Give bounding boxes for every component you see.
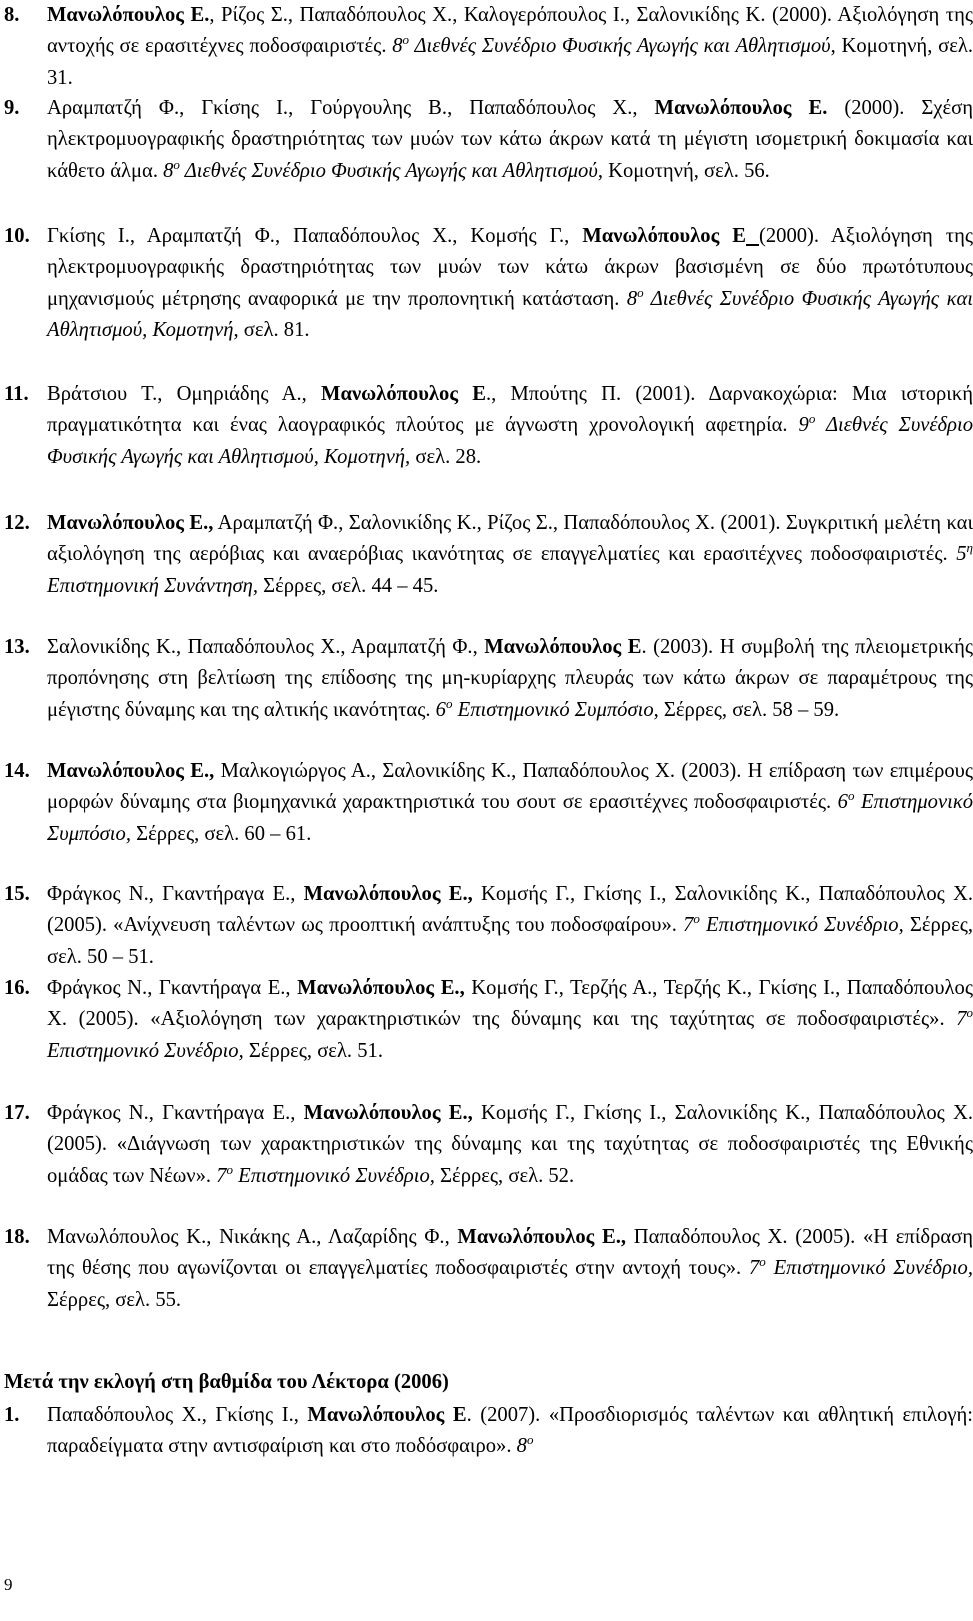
- reference-text: ., Μπούτης Π. (2001). Δαρνακοχώρια: Μια ιστορική πραγματικότητα και ένας λαογραφικός πλούτος με άγνωστη χρονολογική αφετηρία.: [47, 383, 973, 437]
- venue-text: 6: [435, 698, 446, 721]
- venue-text: ο: [226, 1161, 233, 1177]
- venue-text: Επιστημονικό Συνέδριο,: [699, 914, 904, 937]
- venue-text: 7: [216, 1164, 227, 1187]
- reference-16: [4, 973, 973, 1067]
- venue-text: 8: [626, 287, 638, 310]
- reference-8: [4, 0, 973, 94]
- author-highlight: Μανωλόπουλος Ε: [321, 383, 486, 405]
- reference-text: Κομσής Γ., Γκίσης Ι., Σαλονικίδης Κ., Παπαδόπουλος Χ. (2005). «Διάγνωση των χαρακτηριστικών της δύναμης και της ταχύτητας σε ποδοσφαιριστές της Εθνικής ομάδας των Νέων».: [47, 1102, 973, 1187]
- reference-17: [4, 1098, 973, 1192]
- venue-text: 7: [748, 1257, 760, 1280]
- venue-text: 7: [956, 1008, 967, 1031]
- venue-text: Επιστημονική Συνάντηση,: [47, 574, 258, 597]
- reference-text: , Σέρρες, σελ. 58 – 59.: [653, 698, 840, 721]
- venue-text: Επιστημονικό Συνέδριο,: [47, 1039, 244, 1062]
- section-heading: Μετά την εκλογή στη βαθμίδα του Λέκτορα (2006): [4, 1371, 449, 1393]
- venue-text: 8: [392, 35, 403, 58]
- reference-text: . (2007). «Προσδιορισμός ταλέντων και αθλητική επιλογή: παραδείγματα στην αντισφαίριση και στο ποδόσφαιρο».: [47, 1404, 973, 1458]
- venue-text: 5: [956, 543, 967, 566]
- reference-number: 16.: [4, 977, 30, 999]
- author-highlight: Μανωλόπουλος Ε.,: [47, 760, 215, 782]
- venue-text: Επιστημονικό Συνέδριο,: [765, 1257, 973, 1280]
- venue-text: 9: [798, 414, 809, 437]
- author-highlight: Μανωλόπουλος Ε.: [654, 97, 828, 119]
- reference-text: Κομσής Γ., Τερζής Α., Τερζής Κ., Γκίσης Ι., Παπαδόπουλος Χ. (2005). «Αξιολόγηση των χαρακτηριστικών της δύναμης και της ταχύτητας σε ποδοσφαιριστές».: [47, 977, 973, 1031]
- venue-text: Επιστημονικό Συμπόσιο,: [47, 791, 973, 845]
- author-highlight: Μανωλόπουλος Ε.,: [457, 1226, 627, 1248]
- venue-text: η: [966, 540, 973, 556]
- reference-text: Μαλκογιώργος Α., Σαλονικίδης Κ., Παπαδόπουλος Χ. (2003). Η επίδραση των επιμέρους μορφών δύναμης στα βιομηχανικά χαρακτηριστικά του σουτ σε ερασιτέχνες ποδοσφαιριστές.: [47, 760, 973, 814]
- reference-text: Σέρρες, σελ. 44 – 45.: [258, 574, 439, 597]
- venue-text: ο: [445, 695, 453, 711]
- reference-number: 13.: [4, 636, 30, 658]
- reference-text: Σέρρες, σελ. 52.: [434, 1164, 575, 1187]
- reference-text: Παπαδόπουλος Χ. (2005). «Η επίδραση της θέσης που αγωνίζονται οι επαγγελματίες ποδοσφαιριστές στην αντοχή τους».: [47, 1226, 973, 1280]
- reference-number: 11.: [4, 383, 29, 405]
- reference-13: [4, 632, 973, 726]
- reference-text: Γκίσης Ι., Αραμπατζή Φ., Παπαδόπουλος Χ., Κομσής Γ.,: [47, 225, 583, 247]
- reference-text: σελ. 28.: [410, 445, 482, 468]
- reference-text: Φράγκος Ν., Γκαντήραγα Ε.,: [47, 1102, 304, 1124]
- reference-text: Σέρρες, σελ. 50 – 51.: [47, 914, 973, 968]
- venue-text: ο: [173, 156, 180, 172]
- author-highlight: Μανωλόπουλος Ε.: [47, 4, 210, 26]
- reference-text: Παπαδόπουλος Χ., Γκίσης Ι.,: [47, 1404, 308, 1426]
- author-highlight: Μανωλόπουλος Ε.,: [303, 883, 473, 905]
- reference-text: (2000). Αξιολόγηση της ηλεκτρομυογραφικής δραστηριότητας των μυών των κάτω άκρων βασισμένη σε δύο πρωτότυπους μηχανισμούς μέτρησης αναφορικά με την προπονητική κατάσταση.: [47, 225, 973, 310]
- reference-18: [4, 1222, 973, 1316]
- reference-text: , Κομοτηνή, σελ. 56.: [597, 159, 770, 182]
- venue-text: ο: [808, 411, 816, 427]
- venue-text: ο: [402, 32, 410, 48]
- reference-text: Βράτσιου Τ., Ομηριάδης Α.,: [47, 383, 322, 405]
- reference-9: [4, 93, 973, 187]
- reference-text: (2000). Σχέση ηλεκτρομυογραφικής δραστηριότητας των μυών των κάτω άκρων κατά τη μέγιστη ισομετρική δοκιμασία και κάθετο άλμα.: [47, 97, 973, 182]
- venue-text: Επιστημονικό Συμπόσιο: [452, 698, 654, 721]
- reference-11: [4, 379, 973, 473]
- reference-text: Σέρρες, σελ. 51.: [243, 1039, 383, 1062]
- venue-text: ο: [966, 1005, 973, 1021]
- reference-text: , σελ. 81.: [233, 318, 310, 341]
- venue-text: Διεθνές Συνέδριο Φυσικής Αγωγής και Αθλητισμού, Κομοτηνή,: [47, 414, 973, 468]
- reference-text: Σέρρες, σελ. 55.: [47, 1288, 182, 1311]
- reference-text: Αραμπατζή Φ., Σαλονικίδης Κ., Ρίζος Σ., Παπαδόπουλος Χ. (2001). Συγκριτική μελέτη και αξιολόγηση της αερόβιας και αναερόβιας ικανότητας σε επαγγελματίες και ερασιτέχνες ποδοσφαιριστές.: [47, 512, 973, 566]
- author-highlight: Μανωλόπουλος Ε: [307, 1404, 467, 1426]
- reference-text: , Κομοτηνή, σελ. 31.: [47, 35, 973, 89]
- reference-text: [746, 225, 759, 247]
- reference-10: [4, 221, 973, 346]
- venue-text: Διεθνές Συνέδριο Φυσικής Αγωγής και Αθλητισμού: [409, 35, 831, 58]
- reference-text: Κομσής Γ., Γκίσης Ι., Σαλονικίδης Κ., Παπαδόπουλος Χ. (2005). «Ανίχνευση ταλέντων ως προοπτική ανάπτυξης του ποδοσφαίρου».: [47, 883, 973, 937]
- reference-number: 17.: [4, 1102, 30, 1124]
- reference-14: [4, 756, 973, 850]
- reference-text: . (2003). Η συμβολή της πλειομετρικής προπόνησης στη βελτίωση της επίδοσης της μη-κυρίαρχης πλευράς των κάτω άκρων σε παραμέτρους της μέγιστης δύναμης και της αλτικής ικανότητας.: [47, 636, 973, 721]
- author-highlight: Μανωλόπουλος Ε.,: [47, 512, 214, 534]
- reference-number: 10.: [4, 225, 30, 247]
- reference-number: 18.: [4, 1226, 30, 1248]
- venue-text: ο: [693, 911, 700, 927]
- venue-text: 8: [516, 1435, 527, 1458]
- reference-text: Αραμπατζή Φ., Γκίσης Ι., Γούργουλης Β., Παπαδόπουλος Χ.,: [47, 97, 655, 119]
- venue-text: ο: [637, 284, 644, 300]
- page-number: 9: [4, 1575, 13, 1594]
- venue-text: ο: [847, 788, 855, 804]
- author-highlight: Μανωλόπουλος Ε: [582, 225, 747, 247]
- reference-text: Φράγκος Ν., Γκαντήραγα Ε.,: [47, 977, 298, 999]
- reference-number: 15.: [4, 883, 30, 905]
- reference-text: Μανωλόπουλος Κ., Νικάκης Α., Λαζαρίδης Φ.,: [47, 1226, 458, 1248]
- venue-text: Διεθνές Συνέδριο Φυσικής Αγωγής και Αθλητισμού, Κομοτηνή: [47, 287, 973, 341]
- venue-text: Επιστημονικό Συνέδριο,: [233, 1164, 435, 1187]
- reference-number: 9.: [4, 97, 20, 119]
- venue-text: 8: [163, 159, 174, 182]
- venue-text: Διεθνές Συνέδριο Φυσικής Αγωγής και Αθλητισμού: [179, 159, 598, 182]
- venue-text: ο: [759, 1254, 766, 1270]
- reference-text: Φράγκος Ν., Γκαντήραγα Ε.,: [47, 883, 304, 905]
- reference-number: 14.: [4, 760, 30, 782]
- reference-number: 1.: [4, 1404, 20, 1426]
- reference-12: [4, 508, 973, 602]
- venue-text: 6: [837, 791, 848, 814]
- author-highlight: Μανωλόπουλος Ε.,: [297, 977, 465, 999]
- reference-15: [4, 879, 973, 973]
- reference-number: 12.: [4, 512, 30, 534]
- reference-2006-1: [4, 1400, 973, 1463]
- author-highlight: Μανωλόπουλος Ε.,: [303, 1102, 473, 1124]
- reference-text: Σέρρες, σελ. 60 – 61.: [130, 822, 312, 845]
- reference-number: 8.: [4, 4, 20, 26]
- reference-text: , Ρίζος Σ., Παπαδόπουλος Χ., Καλογερόπουλος Ι., Σαλονικίδης Κ. (2000). Αξιολόγηση της αντοχής σε ερασιτέχνες ποδοσφαιριστές.: [47, 4, 973, 58]
- author-highlight: Μανωλόπουλος Ε: [484, 636, 642, 658]
- venue-text: ο: [526, 1432, 534, 1448]
- reference-text: Σαλονικίδης Κ., Παπαδόπουλος Χ., Αραμπατζή Φ.,: [47, 636, 485, 658]
- venue-text: 7: [683, 914, 694, 937]
